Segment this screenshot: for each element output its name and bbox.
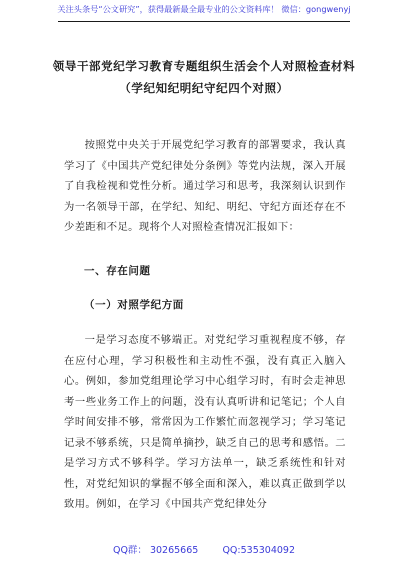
subsection-heading: （一）对照学纪方面: [84, 299, 184, 311]
document-subtitle: （学纪知纪明纪守纪四个对照）: [119, 81, 289, 95]
body-paragraph: 一是学习态度不够端正。对党纪学习重视程度不够，存在应付心理，学习积极性和主动性不强，没有真正入脑入心。例如，参加党组理论学习中心组学习时，有时会走神思考一些业务工作上的问题，没有认真听讲和记笔记；个人自学时间安排不够，常常因为工作繁忙而忽视学习；学习笔记记录不够系统，只是简单摘抄，缺乏自己的思考和感悟。二是学习方式不够科学。学习方法单一，缺乏系统性和针对性，对党纪知识的掌握不够全面和深入，难以真正做到学以致用。例如，在学习《中国共产党纪律处分: [64, 334, 346, 510]
header-divider: [58, 21, 350, 22]
section-heading: 一、存在问题: [84, 265, 151, 277]
footer-contact: QQ群： 30265665 QQ:535304092: [112, 545, 296, 556]
header-banner: 关注头条号“公文研究”，获得最新最全最专业的公文资料库！ 微信：gongwenyj: [57, 4, 351, 14]
document-title: 领导干部党纪学习教育专题组织生活会个人对照检查材料: [52, 59, 356, 73]
intro-paragraph: 按照党中央关于开展党纪学习教育的部署要求，我认真学习了《中国共产党纪律处分条例》等党内法规，深入开展了自我检视和党性分析。通过学习和思考，我深刻认识到作为一名领导干部，在学纪、知纪、明纪、守纪方面还存在不少差距和不足。现将个人对照检查情况汇报如下：: [64, 139, 346, 233]
